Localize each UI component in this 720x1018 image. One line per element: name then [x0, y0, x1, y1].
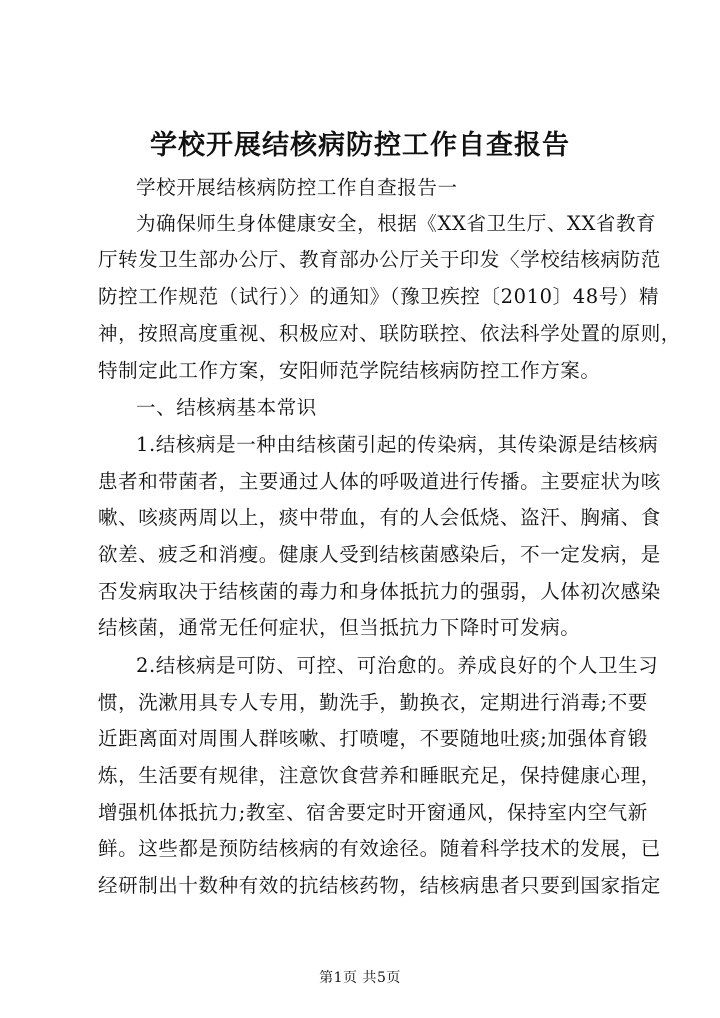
paragraph-line: 增强机体抵抗力;教室、宿舍要定时开窗通风，保持室内空气新 — [98, 801, 648, 824]
paragraph-line: 近距离面对周围人群咳嗽、打喷嚏，不要随地吐痰;加强体育锻 — [98, 727, 648, 750]
paragraph-line: 2.结核病是可防、可控、可治愈的。养成良好的个人卫生习 — [136, 654, 659, 677]
paragraph-line: 结核菌，通常无任何症状，但当抵抗力下降时可发病。 — [98, 616, 581, 639]
section-heading: 一、结核病基本常识 — [136, 396, 317, 419]
subtitle-line: 学校开展结核病防控工作自查报告一 — [136, 176, 458, 199]
paragraph-line: 否发病取决于结核菌的毒力和身体抵抗力的强弱，人体初次感染 — [98, 580, 661, 603]
paragraph-line: 欲差、疲乏和消瘦。健康人受到结核菌感染后，不一定发病，是 — [98, 543, 661, 566]
paragraph-line: 厅转发卫生部办公厅、教育部办公厅关于印发〈学校结核病防范 — [98, 248, 661, 271]
paragraph-line: 患者和带菌者，主要通过人体的呼吸道进行传播。主要症状为咳 — [98, 470, 661, 493]
paragraph-line: 为确保师生身体健康安全，根据《XX省卫生厅、XX省教育 — [136, 212, 657, 235]
paragraph-line: 神，按照高度重视、积极应对、联防联控、依法科学处置的原则， — [98, 322, 681, 345]
paragraph-line: 鲜。这些都是预防结核病的有效途径。随着科学技术的发展，已 — [98, 837, 661, 860]
paragraph-line: 炼，生活要有规律，注意饮食营养和睡眠充足，保持健康心理， — [98, 764, 661, 787]
page-footer: 第1页 共5页 — [319, 970, 401, 986]
paragraph-line: 惯，洗漱用具专人专用，勤洗手，勤换衣，定期进行消毒;不要 — [98, 691, 648, 714]
paragraph-line: 经研制出十数种有效的抗结核药物，结核病患者只要到国家指定 — [98, 874, 661, 897]
paragraph-line: 嗽、咳痰两周以上，痰中带血，有的人会低烧、盗汗、胸痛、食 — [98, 506, 661, 529]
paragraph-line: 特制定此工作方案，安阳师范学院结核病防控工作方案。 — [98, 359, 601, 382]
paragraph-line: 防控工作规范（试行）〉的通知》（豫卫疾控〔2010〕48号）精 — [98, 285, 660, 308]
paragraph-line: 1.结核病是一种由结核菌引起的传染病，其传染源是结核病 — [136, 433, 659, 456]
document-title: 学校开展结核病防控工作自查报告 — [150, 130, 570, 161]
